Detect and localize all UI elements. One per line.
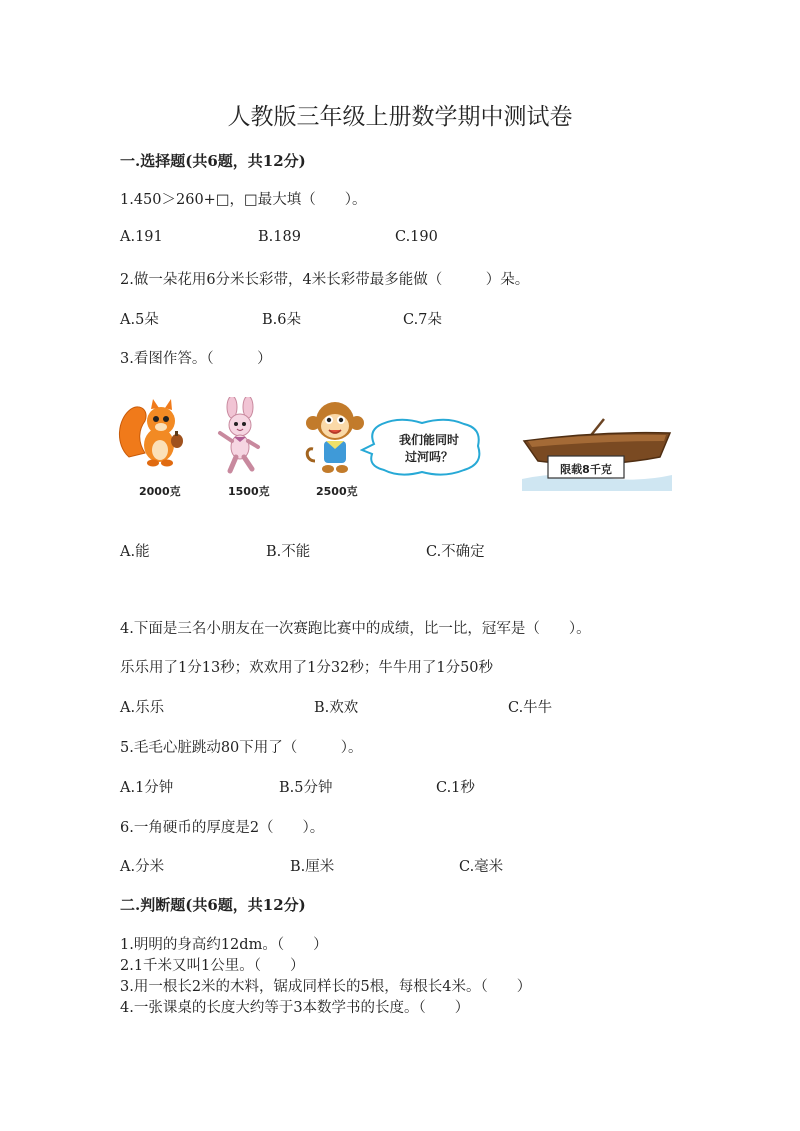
- question-6-option-a: A.分米: [120, 859, 165, 875]
- judgment-item-3: 3.用一根长2米的木料，锯成同样长的5根，每根长4米。（ ）: [120, 979, 532, 995]
- question-2-option-c: C.7朵: [403, 312, 442, 328]
- question-6-option-c: C.毫米: [459, 859, 504, 875]
- question-1-option-c: C.190: [395, 229, 438, 245]
- speech-bubble-line-1: 我们能同时: [398, 433, 459, 447]
- section-heading-judgment: 二.判断题(共6题，共12分): [120, 896, 306, 914]
- question-4-option-b: B.欢欢: [314, 700, 359, 716]
- question-4-option-c: C.牛牛: [508, 700, 553, 716]
- rabbit-icon: [210, 397, 270, 475]
- question-4-option-a: A.乐乐: [120, 700, 165, 716]
- question-6-option-b: B.厘米: [290, 859, 335, 875]
- question-2-option-b: B.6朵: [262, 312, 301, 328]
- question-3-figure: [115, 395, 685, 505]
- question-3: 3.看图作答。（ ）: [120, 351, 272, 367]
- question-4: 4.下面是三名小朋友在一次赛跑比赛中的成绩，比一比，冠军是（ ）。: [120, 621, 591, 637]
- question-3-option-b: B.不能: [266, 544, 311, 560]
- monkey-weight: 2500克: [316, 485, 358, 498]
- question-3-option-a: A.能: [120, 544, 150, 560]
- judgment-item-1: 1.明明的身高约12dm。（ ）: [120, 937, 328, 953]
- page-title: 人教版三年级上册数学期中测试卷: [227, 104, 573, 130]
- question-5: 5.毛毛心脏跳动80下用了（ ）。: [120, 740, 363, 756]
- question-3-option-c: C.不确定: [426, 544, 485, 560]
- question-2: 2.做一朵花用6分米长彩带，4米长彩带最多能做（ ）朵。: [120, 272, 530, 288]
- boat-sign: 限载8千克: [560, 463, 612, 476]
- question-1-option-a: A.191: [120, 229, 163, 245]
- question-5-option-a: A.1分钟: [120, 780, 174, 796]
- question-4-detail: 乐乐用了1分13秒；欢欢用了1分32秒；牛牛用了1分50秒: [120, 660, 494, 676]
- boat-icon: [520, 411, 675, 491]
- question-1-option-b: B.189: [258, 229, 301, 245]
- speech-bubble-line-2: 过河吗？: [404, 450, 453, 464]
- question-2-option-a: A.5朵: [120, 312, 159, 328]
- judgment-item-2: 2.1千米又叫1公里。（ ）: [120, 958, 305, 974]
- question-5-option-b: B.5分钟: [279, 780, 333, 796]
- question-6: 6.一角硬币的厚度是2（ ）。: [120, 820, 325, 836]
- section-heading-choice: 一.选择题(共6题，共12分): [120, 152, 306, 170]
- question-1: 1.450＞260+□，□最大填（ ）。: [120, 192, 367, 208]
- speech-bubble-text: [383, 432, 475, 466]
- rabbit-weight: 1500克: [228, 485, 270, 498]
- squirrel-icon: [115, 397, 190, 472]
- judgment-item-4: 4.一张课桌的长度大约等于3本数学书的长度。（ ）: [120, 1000, 470, 1016]
- squirrel-weight: 2000克: [139, 485, 181, 498]
- question-5-option-c: C.1秒: [436, 780, 475, 796]
